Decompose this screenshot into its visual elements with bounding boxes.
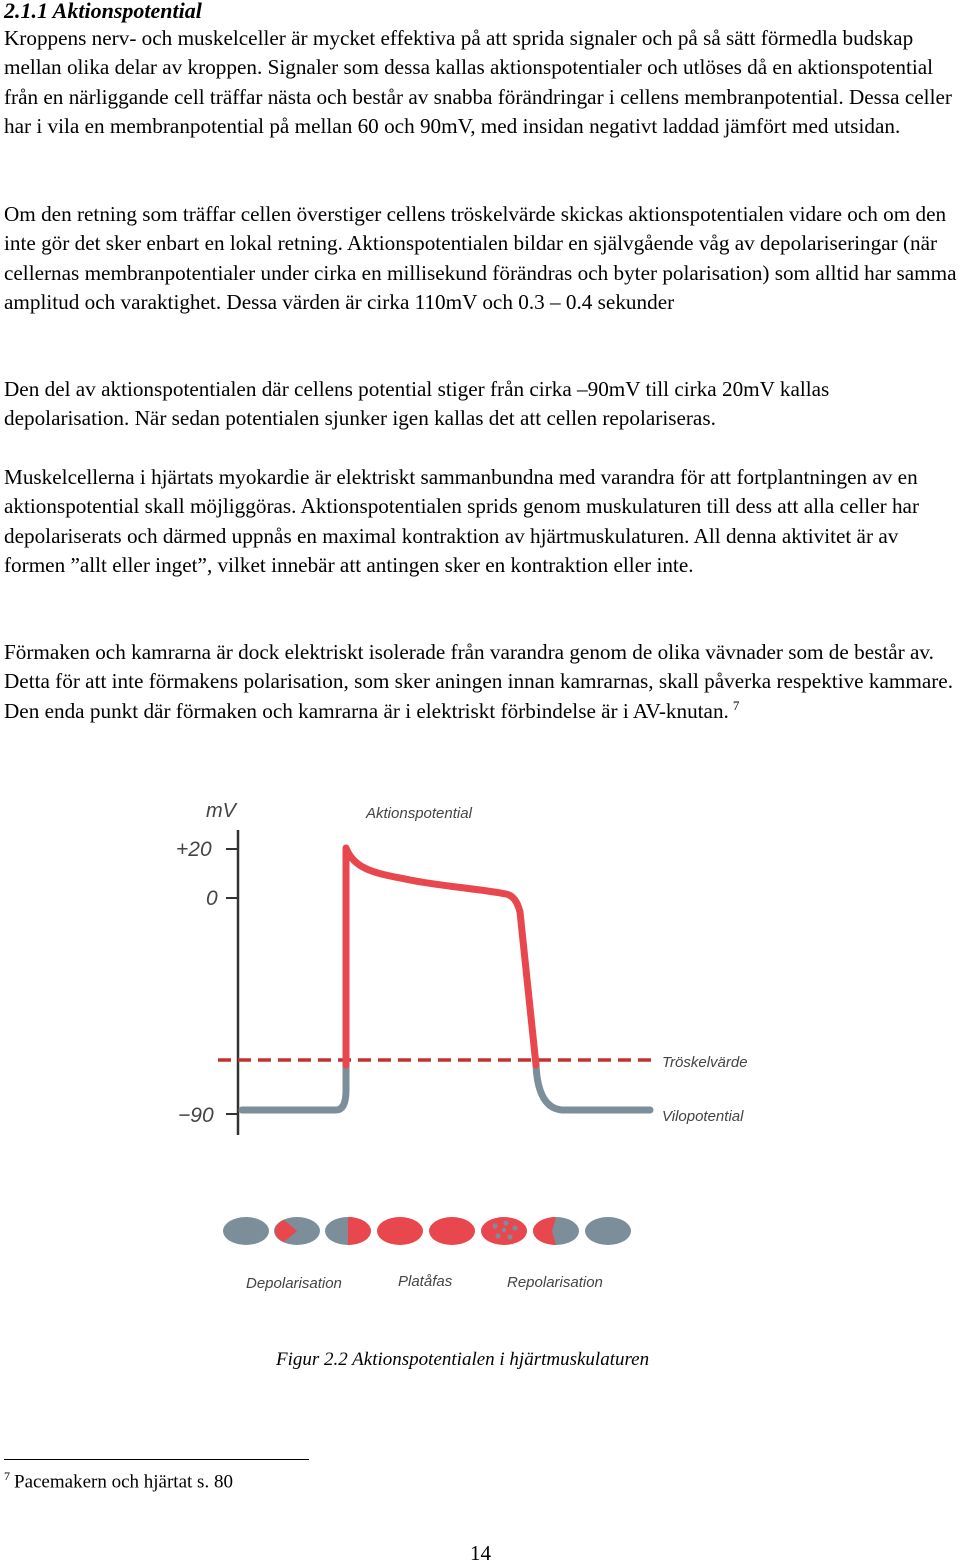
footnote-reference[interactable]: 7 [732,697,740,713]
section-heading: 2.1.1 Aktionspotential [4,0,202,23]
figure-caption: Figur 2.2 Aktionspotentialen i hjärtmuskulaturen [276,1349,650,1370]
tick-label-20: +20 [176,838,212,861]
paragraph-4: Muskelcellerna i hjärtats myokardie är elektriskt sammanbundna med varandra för att fortplantningen av en aktionspotential skall möjliggöras. Aktionspotentialen sprids genom muskulaturen till dess att alla celler har depolariserats och därmed uppnås en maximal kontraktion av hjärtmuskulaturen. All denna aktivitet är av formen ”allt eller inget”, vilket innebär att antingen sker en kontraktion eller inte. [4,465,920,577]
action-potential-figure [150,790,790,1310]
paragraph-1: Kroppens nerv- och muskelceller är mycket effektiva på att sprida signaler och på så sätt förmedla budskap mellan olika delar av kroppen. Signaler som dessa kallas aktionspotentialer och utlöses då en aktionspotential från en närliggande cell träffar nästa och består av snabba förändringar i cellens membranpotential. Dessa celler har i vila en membranpotential på mellan 60 och 90mV, med insidan negativt laddad jämfört med utsidan. [4,26,952,138]
tick-label-minus90: −90 [178,1104,214,1127]
action-potential-trace [346,848,536,1065]
phase-label-depolarisation: Depolarisation [246,1275,342,1292]
phase-label-repolarisation: Repolarisation [507,1274,603,1291]
footnote [4,1469,233,1493]
footnote-divider [4,1459,309,1460]
paragraph-3: Den del av aktionspotentialen där cellens potential stiger från cirka –90mV till cirka 20mV kallas depolarisation. När sedan potentialen sjunker igen kallas det att cellen repolariseras. [4,377,830,431]
tick-label-0: 0 [206,887,218,910]
figure-title: Aktionspotential [366,805,472,822]
resting-trace-start [242,1065,346,1110]
cell-depolarizing-half-fill [348,1217,371,1245]
footnote-text: Pacemakern och hjärtat s. 80 [14,1471,233,1493]
cell-plateau-icon [429,1217,475,1245]
page-number: 14 [470,1541,491,1565]
cell-repolarized-icon [585,1217,631,1245]
rest-label: Vilopotential [662,1108,744,1125]
cell-depolarized-icon [377,1217,423,1245]
phase-label-plateau: Platåfas [398,1273,453,1290]
resting-trace-end [536,1065,650,1110]
paragraph-5 [4,638,958,726]
threshold-label: Tröskelvärde [662,1054,748,1071]
paragraph-5-text: Förmaken och kamrarna är dock elektriskt isolerade från varandra genom de olika vävnader som de består av. Detta för att inte förmakens polarisation, som sker aningen innan kamrarnas, skall påverka respektive kammare. Den enda punkt där förmaken och kamrarna är i elektriskt förbindelse är i AV-knutan. [4,640,953,723]
footnote-number: 7 [4,1469,10,1483]
paragraph-2: Om den retning som träffar cellen överstiger cellens tröskelvärde skickas aktionspotentialen vidare och om den inte gör det sker enbart en lokal retning. Aktionspotentialen bildar en självgående våg av depolariseringar (när cellernas membranpotentialer under cirka en millisekund förändras och byter polarisation) som alltid har samma amplitud och varaktighet. Dessa värden är cirka 110mV och 0.3 – 0.4 sekunder [4,202,957,314]
unit-label: mV [206,800,236,822]
cell-resting-icon [223,1217,269,1245]
